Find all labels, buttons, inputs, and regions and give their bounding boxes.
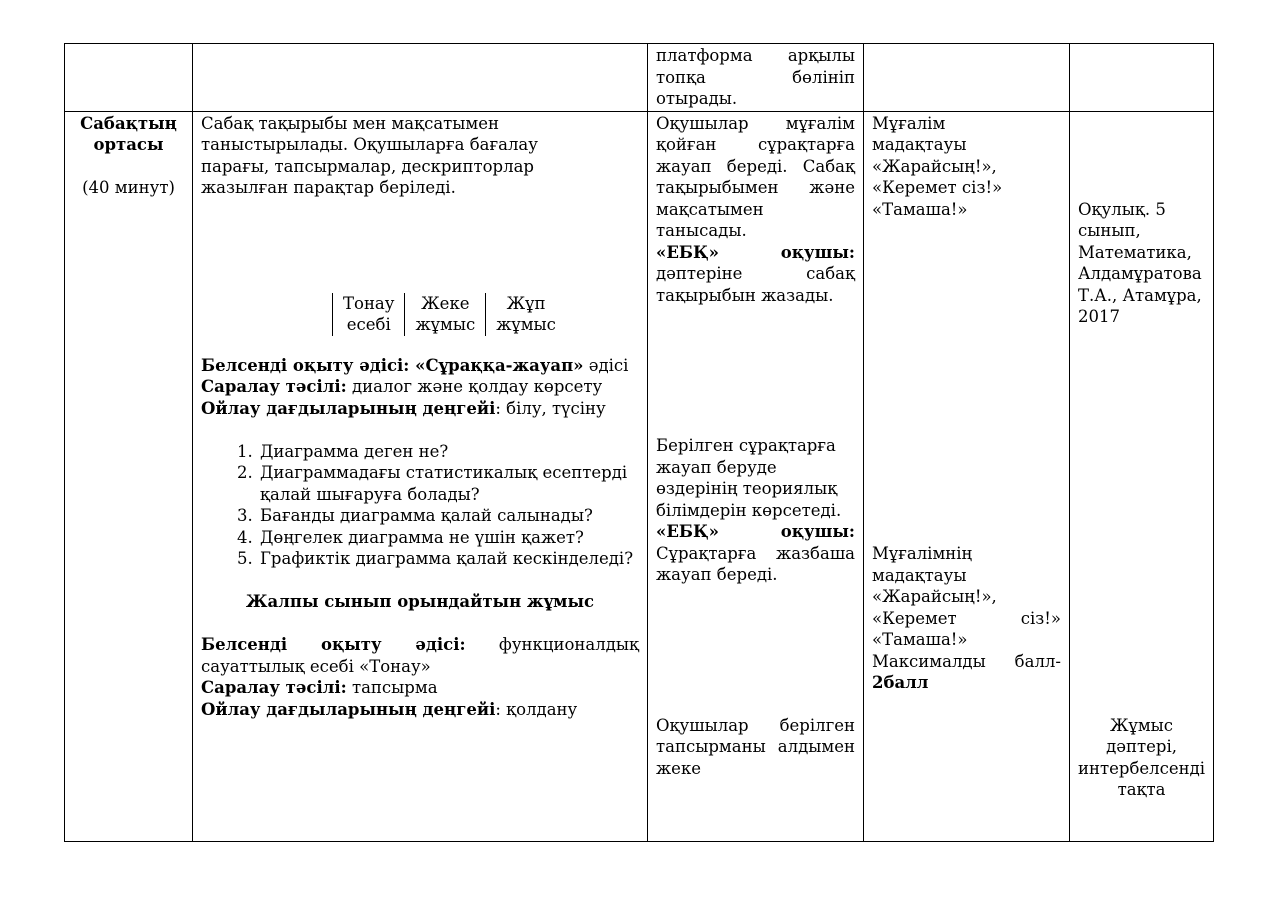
table-row	[65, 111, 1214, 841]
intro-text: Сабақ тақырыбы мен мақсатымен таныстырылады. Оқушыларға бағалау парағы, тапсырмалар, дескрипторлар жазылған парақтар беріледі.	[201, 113, 538, 197]
cell-empty	[864, 44, 1070, 112]
list-item: 5. Графиктік диаграмма қалай кескінделеді?	[258, 548, 639, 570]
inner-table-cell: Тонау есебі	[333, 293, 405, 336]
cell-resources	[1070, 111, 1214, 841]
think1	[201, 398, 639, 420]
diff1	[201, 376, 639, 398]
assessment-a2-bold: 2балл	[872, 673, 929, 692]
student-p4-text: Сұрақтарға жазбаша жауап береді.	[656, 543, 855, 584]
assessment-a1: Мұғалім мадақтауы «Жарайсың!», «Керемет сіз!» «Тамаша!»	[872, 113, 1003, 219]
student-p4-label: «ЕБҚ» оқушы:	[656, 522, 855, 541]
diff2-label: Саралау тәсілі:	[201, 678, 347, 697]
method2	[201, 634, 639, 677]
method2-text: функционалдық сауаттылық есебі «Тонау»	[201, 635, 639, 676]
student-p3: Берілген сұрақтарға жауап беруде өздерінің теориялық білімдерін көрсетеді.	[656, 436, 842, 520]
think2-label: Ойлау дағдыларының деңгейі	[201, 699, 496, 719]
method1-label: Белсенді оқыту әдісі: «Сұраққа-жауап»	[201, 355, 584, 375]
cell-stage	[65, 111, 193, 841]
diff1-text: диалог және қолдау көрсету	[351, 377, 603, 396]
diff1-label: Саралау тәсілі:	[201, 377, 347, 396]
list-item: 4. Дөңгелек диаграмма не үшін қажет?	[258, 527, 639, 549]
think1-label: Ойлау дағдыларының деңгейі	[201, 398, 496, 418]
diff2	[201, 677, 639, 699]
cell-empty	[65, 44, 193, 112]
student-p5: Оқушылар берілген тапсырманы алдымен жеке	[656, 715, 855, 778]
student-p4	[656, 521, 855, 586]
question-list	[201, 441, 639, 570]
student-p2	[656, 242, 855, 307]
think1-text: : білу, түсіну	[495, 398, 606, 418]
assessment-a2	[872, 543, 1061, 694]
cell-student-actions	[648, 111, 864, 841]
assessment-a2-text: Мұғалімнің мадақтауы «Жарайсың!», «Керемет сіз!» «Тамаша!» Максималды балл-	[872, 544, 1061, 671]
list-item: 3. Бағанды диаграмма қалай салынады?	[258, 505, 639, 527]
student-p2-label: «ЕБҚ» оқушы:	[656, 242, 855, 262]
think2-text: : қолдану	[495, 699, 578, 719]
list-item: 2. Диаграммадағы статистикалық есептерді қалай шығаруға болады?	[258, 462, 639, 505]
inner-table-cell: Жеке жұмыс	[405, 293, 486, 336]
inner-table	[332, 293, 556, 355]
inner-table-cell: Жұп жұмыс	[486, 293, 566, 336]
class-work-heading: Жалпы сынып орындайтын жұмыс	[245, 592, 595, 611]
cell-student-top: платформа арқылы топқа бөлініп отырады.	[648, 44, 864, 112]
resources-r1: Оқулық. 5 сынып, Математика, Алдамұратова Т.А., Атамұра, 2017	[1078, 199, 1202, 326]
method2-label: Белсенді оқыту әдісі:	[201, 635, 466, 654]
lesson-plan-table	[64, 43, 1214, 842]
student-p1: Оқушылар мұғалім қойған сұрақтарға жауап береді. Сабақ тақырыбымен және мақсатымен танысады.	[656, 113, 855, 240]
table-row	[65, 44, 1214, 112]
cell-empty	[193, 44, 648, 112]
cell-empty	[1070, 44, 1214, 112]
cell-assessment	[864, 111, 1070, 841]
method1-tail: әдісі	[588, 355, 629, 375]
think2	[201, 699, 639, 721]
method1	[201, 355, 639, 377]
diff2-text: тапсырма	[351, 678, 438, 697]
stage-duration: (40 минут)	[82, 178, 175, 197]
stage-title: Сабақтың ортасы	[80, 113, 177, 154]
resources-r2: Жұмыс дәптері, интербелсенді тақта	[1078, 715, 1206, 799]
student-p2-text: дәптеріне сабақ тақырыбын жазады.	[656, 264, 855, 305]
list-item: 1. Диаграмма деген не?	[258, 441, 639, 463]
cell-teacher-actions	[193, 111, 648, 841]
